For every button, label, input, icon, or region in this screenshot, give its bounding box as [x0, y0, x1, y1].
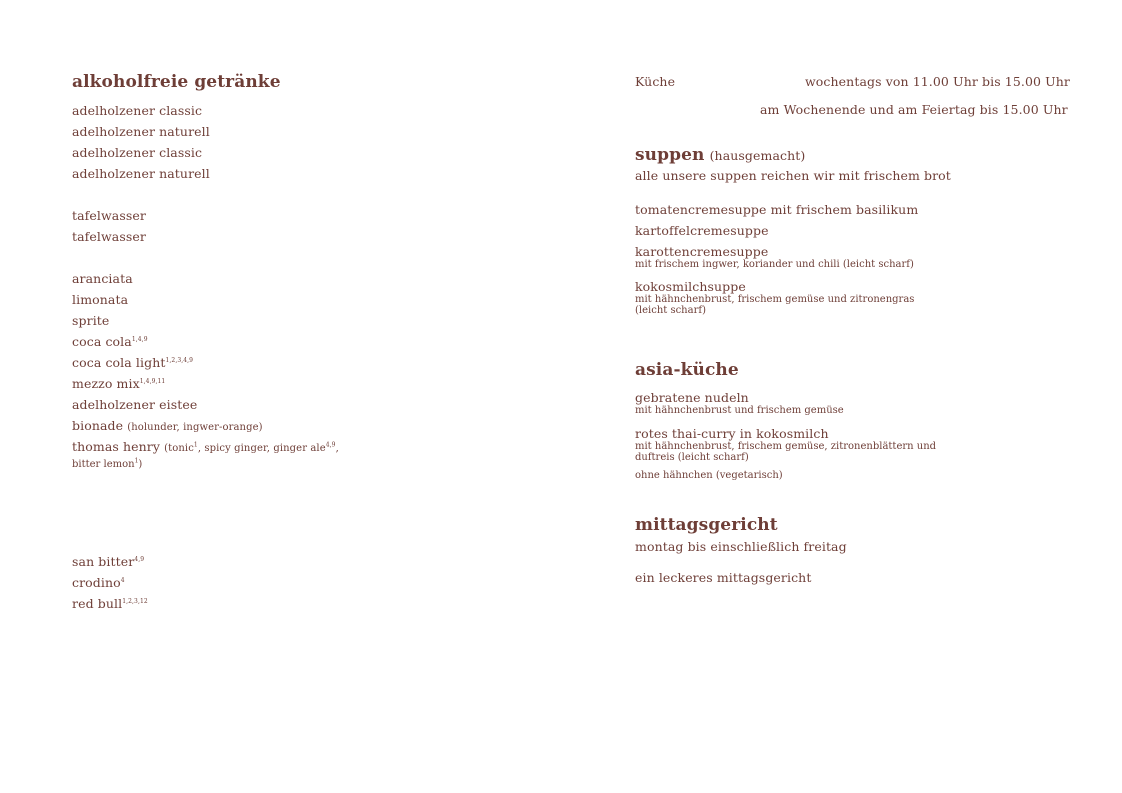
drink-name: crodino: [72, 575, 121, 590]
asia-heading: asia-küche: [635, 360, 739, 380]
menu-item-desc: duftreis (leicht scharf): [635, 452, 749, 463]
menu-item: tomatencremesuppe mit frischem basilikum: [635, 202, 919, 217]
drink-item: [72, 596, 148, 611]
additive-note: 4,9: [134, 555, 145, 563]
drink-name: coca cola light: [72, 355, 166, 370]
drink-name: red bull: [72, 596, 123, 611]
drink-item: [72, 575, 125, 590]
menu-item-desc: mit frischem ingwer, koriander und chili (leicht scharf): [635, 259, 914, 270]
drink-item: adelholzener eistee: [72, 397, 198, 412]
menu-item: kokosmilchsuppe: [635, 279, 746, 294]
suppen-intro: alle unsere suppen reichen wir mit frischem brot: [635, 168, 951, 183]
menu-item-desc: mit hähnchenbrust, frischem gemüse und zitronengras: [635, 294, 915, 305]
mittag-dish: ein leckeres mittagsgericht: [635, 570, 812, 585]
section-note: (hausgemacht): [709, 148, 806, 163]
drink-item: adelholzener classic: [72, 145, 203, 160]
additive-note: 1,4,9,11: [139, 377, 166, 385]
drink-item: [72, 439, 339, 454]
menu-item: kartoffelcremesuppe: [635, 223, 769, 238]
drink-item: [72, 334, 148, 349]
drink-item: aranciata: [72, 271, 133, 286]
drink-item: [72, 355, 193, 370]
drink-name: mezzo mix: [72, 376, 140, 391]
kitchen-label: Küche: [635, 74, 676, 89]
menu-item: karottencremesuppe: [635, 244, 769, 259]
drink-item: sprite: [72, 313, 110, 328]
additive-note: 1,2,3,12: [122, 597, 148, 605]
drink-detail: bitter lemon$^1$): [72, 457, 143, 470]
drink-detail: (tonic$^1$, spicy ginger, ginger ale$^{4,9}$,: [164, 441, 339, 454]
drink-name: coca cola: [72, 334, 132, 349]
section-title: suppen: [635, 145, 705, 165]
drink-item: limonata: [72, 292, 129, 307]
drink-name: bionade: [72, 418, 124, 433]
drink-item: tafelwasser: [72, 208, 146, 223]
weekday-hours: wochentags von 11.00 Uhr bis 15.00 Uhr: [805, 74, 1070, 89]
drink-item: adelholzener naturell: [72, 166, 210, 181]
menu-item: rotes thai-curry in kokosmilch: [635, 426, 829, 441]
menu-item-desc: mit hähnchenbrust, frischem gemüse, zitronenblättern und: [635, 441, 937, 452]
veg-note: ohne hähnchen (vegetarisch): [635, 470, 783, 481]
mittag-heading: mittagsgericht: [635, 515, 778, 535]
drink-name: thomas henry: [72, 439, 161, 454]
weekend-hours: am Wochenende und am Feiertag bis 15.00 Uhr: [760, 102, 1068, 117]
menu-item-desc: mit hähnchenbrust und frischem gemüse: [635, 405, 844, 416]
additive-note: 1,2,3,4,9: [165, 356, 194, 364]
drink-item: tafelwasser: [72, 229, 146, 244]
additive-note: 1,4,9: [131, 335, 148, 343]
mittag-days: montag bis einschließlich freitag: [635, 539, 847, 554]
suppen-heading: [635, 145, 805, 165]
menu-item: gebratene nudeln: [635, 390, 749, 405]
drink-name: san bitter: [72, 554, 135, 569]
drink-detail: (holunder, ingwer-orange): [127, 422, 263, 433]
additive-note: 4: [120, 576, 125, 584]
drink-item: adelholzener classic: [72, 103, 203, 118]
drink-item: [72, 554, 144, 569]
drink-item: adelholzener naturell: [72, 124, 210, 139]
drinks-heading: alkoholfreie getränke: [72, 72, 281, 92]
menu-item-desc: (leicht scharf): [635, 305, 706, 316]
drink-item: [72, 376, 165, 391]
drink-item: [72, 418, 263, 433]
